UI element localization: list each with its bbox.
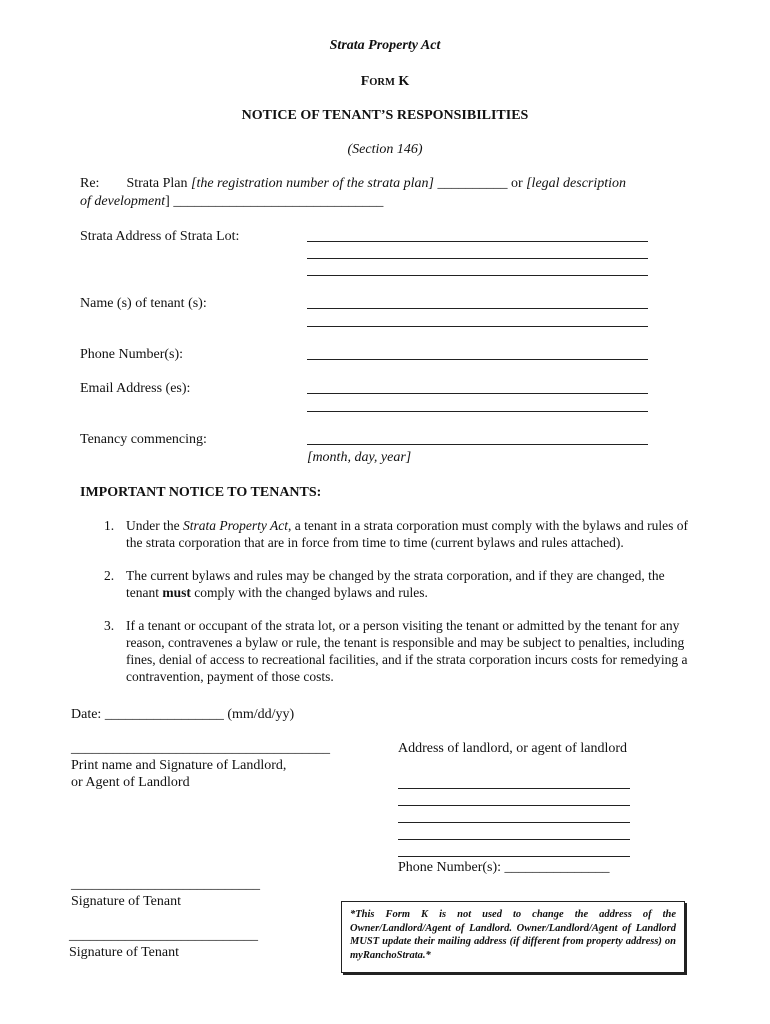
phone-line[interactable] xyxy=(307,359,648,360)
address-line-1[interactable] xyxy=(307,241,648,242)
address-line-3[interactable] xyxy=(307,275,648,276)
notice-text: Under the xyxy=(126,518,183,533)
tenant-name-line-2[interactable] xyxy=(307,326,648,327)
notice-text: comply with the changed bylaws and rules. xyxy=(190,585,428,600)
tenant-name-label: Name (s) of tenant (s): xyxy=(80,296,207,311)
notice-text: The current bylaws and rules may be changed by the strata corporation, and if they are changed, the tenant xyxy=(126,568,665,600)
notice-num: 3. xyxy=(104,618,115,633)
re-line-2 xyxy=(80,194,383,210)
notice-text: , a tenant in a strata corporation must comply with the bylaws and rules of the strata corporation that are in force from time to time (current bylaws and rules attached). xyxy=(126,518,689,550)
date-label: Date: xyxy=(71,707,102,722)
tenancy-line[interactable] xyxy=(307,444,648,445)
re-plan-blank[interactable]: __________ xyxy=(437,176,508,191)
landlord-address-line-2[interactable] xyxy=(398,805,630,806)
landlord-phone-blank[interactable]: _______________ xyxy=(504,860,610,875)
email-line-1[interactable] xyxy=(307,393,648,394)
notice-emphasis: must xyxy=(162,585,191,600)
notice-list xyxy=(104,517,696,701)
important-heading: IMPORTANT NOTICE TO TENANTS: xyxy=(80,485,322,500)
re-development-hint: of development xyxy=(80,194,166,209)
landlord-address-line-4[interactable] xyxy=(398,839,630,840)
page-title: NOTICE OF TENANT’S RESPONSIBILITIES xyxy=(241,108,529,123)
landlord-label-2: or Agent of Landlord xyxy=(71,775,190,790)
tenancy-hint: [month, day, year] xyxy=(307,450,412,465)
notice-text: If a tenant or occupant of the strata lot, or a person visiting the tenant or admitted by the tenant for any reason, contravenes a bylaw or rule, the tenant is responsible and may be subject to penalties, including fines, denial of access to recreational facilities, and if the strata corporation incurs costs for remedying a contravention, payment of those costs. xyxy=(126,618,688,684)
notice-item-2 xyxy=(104,567,696,601)
form-prefix: F xyxy=(360,74,370,89)
address-change-note: *This Form K is not used to change the address of the Owner/Landlord/Agent of Landlord. Owner/Landlord/Agent of Landlord MUST update their mailing address (if different from property address) on myRanchoStrata.* xyxy=(341,901,685,973)
landlord-address-line-5[interactable] xyxy=(398,856,630,857)
tenant-signature-label-2: Signature of Tenant xyxy=(69,945,179,960)
landlord-address-heading: Address of landlord, or agent of landlord xyxy=(398,741,627,756)
landlord-phone-row xyxy=(398,860,610,876)
landlord-label-1: Print name and Signature of Landlord, xyxy=(71,758,287,773)
landlord-address-line-1[interactable] xyxy=(398,788,630,789)
email-label: Email Address (es): xyxy=(80,381,191,396)
notice-num: 2. xyxy=(104,568,115,583)
landlord-phone-label: Phone Number(s): xyxy=(398,860,502,875)
address-line-2[interactable] xyxy=(307,258,648,259)
re-plan-hint: [the registration number of the strata plan] xyxy=(191,176,434,191)
re-legal-hint: [legal description xyxy=(526,176,627,191)
tenant-signature-line-1[interactable]: ___________________________ xyxy=(71,877,260,892)
act-title: Strata Property Act xyxy=(329,38,441,53)
re-plan-text: Strata Plan xyxy=(126,176,188,191)
notice-num: 1. xyxy=(104,518,115,533)
form-label xyxy=(0,74,770,90)
tenancy-label: Tenancy commencing: xyxy=(80,432,207,447)
date-format: (mm/dd/yy) xyxy=(227,707,295,722)
re-label: Re: xyxy=(80,176,100,191)
phone-label: Phone Number(s): xyxy=(80,347,184,362)
notice-item-1 xyxy=(104,517,696,551)
date-row xyxy=(71,707,294,723)
form-small: ORM xyxy=(369,77,395,88)
re-legal-blank[interactable]: ______________________________ xyxy=(173,194,384,209)
notice-act-name: Strata Property Act xyxy=(182,518,288,533)
landlord-address-line-3[interactable] xyxy=(398,822,630,823)
landlord-signature-line[interactable]: _____________________________________ xyxy=(71,741,330,756)
tenant-name-line-1[interactable] xyxy=(307,308,648,309)
section-ref: (Section 146) xyxy=(347,142,423,157)
date-blank[interactable]: _________________ xyxy=(104,707,224,722)
re-or: or xyxy=(510,176,523,191)
form-letter: K xyxy=(394,74,410,89)
tenant-signature-label-1: Signature of Tenant xyxy=(71,894,181,909)
address-label: Strata Address of Strata Lot: xyxy=(80,229,240,244)
email-line-2[interactable] xyxy=(307,411,648,412)
notice-item-3 xyxy=(104,617,696,685)
re-line xyxy=(80,176,626,192)
re-bracket: ] xyxy=(165,194,170,209)
tenant-signature-line-2[interactable]: ___________________________ xyxy=(69,928,258,943)
